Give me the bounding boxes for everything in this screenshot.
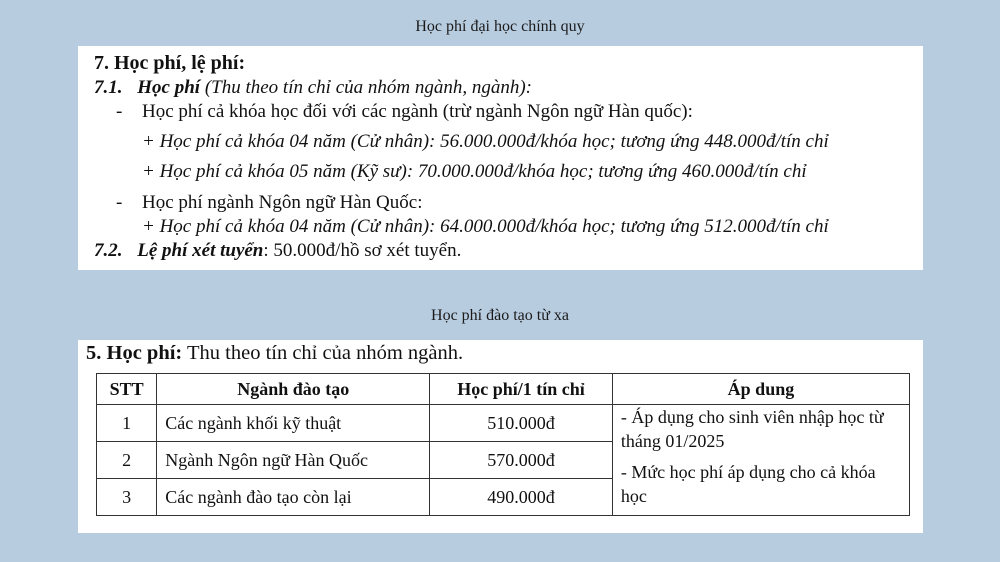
cell-hocphi: 570.000đ (430, 442, 613, 479)
tuition-table (96, 373, 910, 516)
cell-stt: 3 (97, 479, 157, 516)
bullet-1-dash: - (116, 101, 123, 122)
section-7-1-number: 7.1. (94, 77, 123, 98)
section-7-2-line (94, 240, 461, 262)
bullet-1-text: Học phí cả khóa học đối với các ngành (trừ ngành Ngôn ngữ Hàn quốc): (142, 101, 693, 122)
bullet-1-sub-2: + Học phí cả khóa 05 năm (Kỹ sư): 70.000.000đ/khóa học; tương ứng 460.000đ/tín chỉ (142, 161, 807, 182)
apdung-note-2: - Mức học phí áp dụng cho cả khóa học (620, 462, 876, 506)
section-7-1-note: (Thu theo tín chỉ của nhóm ngành, ngành): (200, 77, 532, 98)
caption-distance-tuition: Học phí đào tạo từ xa (431, 307, 569, 324)
distance-tuition-document (78, 340, 923, 533)
bullet-2-dash: - (116, 192, 123, 213)
apdung-note-1: - Áp dụng cho sinh viên nhập học từ tháng 01/2025 (620, 407, 884, 451)
regular-tuition-document (78, 46, 923, 270)
header-apdung: Áp dung (612, 374, 909, 405)
cell-apdung (612, 405, 909, 516)
table-header-row (97, 374, 910, 405)
bullet-1-sub-1: + Học phí cả khóa 04 năm (Cử nhân): 56.000.000đ/khóa học; tương ứng 448.000đ/tín chỉ (142, 131, 829, 152)
bullet-2-sub-1: + Học phí cả khóa 04 năm (Cử nhân): 64.000.000đ/khóa học; tương ứng 512.000đ/tín chỉ (142, 216, 829, 237)
cell-stt: 2 (97, 442, 157, 479)
section-5-title-rest: Thu theo tín chỉ của nhóm ngành. (182, 342, 464, 364)
section-7-heading: 7. Học phí, lệ phí: (94, 52, 246, 74)
header-stt: STT (97, 374, 157, 405)
cell-hocphi: 510.000đ (430, 405, 613, 442)
cell-hocphi: 490.000đ (430, 479, 613, 516)
section-7-2-text: : 50.000đ/hồ sơ xét tuyển. (263, 240, 462, 261)
section-7-1-line (94, 77, 532, 99)
cell-stt: 1 (97, 405, 157, 442)
bullet-2-text: Học phí ngành Ngôn ngữ Hàn Quốc: (142, 192, 423, 213)
header-hocphi: Học phí/1 tín chỉ (430, 374, 613, 405)
cell-nganh: Ngành Ngôn ngữ Hàn Quốc (157, 442, 430, 479)
table-row (97, 405, 910, 442)
section-7-2-title: Lệ phí xét tuyển (137, 240, 264, 261)
section-5-title-bold: 5. Học phí: (86, 342, 183, 364)
section-5-title (86, 342, 463, 365)
caption-regular-tuition: Học phí đại học chính quy (415, 18, 585, 35)
cell-nganh: Các ngành đào tạo còn lại (157, 479, 430, 516)
header-nganh: Ngành đào tạo (157, 374, 430, 405)
cell-nganh: Các ngành khối kỹ thuật (157, 405, 430, 442)
section-7-2-number: 7.2. (94, 240, 123, 261)
section-7-1-title: Học phí (137, 77, 201, 98)
